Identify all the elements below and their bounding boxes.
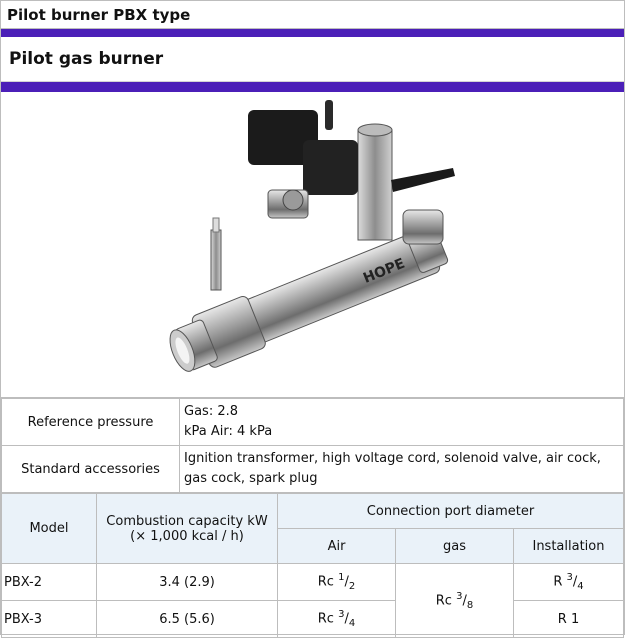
header-installation: Installation — [514, 529, 624, 564]
spec-value-line: kPa Air: 4 kPa — [184, 424, 273, 439]
table-row — [2, 601, 624, 638]
header-capacity-line: (× 1,000 kcal / h) — [130, 528, 244, 544]
table-header-row — [2, 494, 624, 529]
air-cell: Rc $^1/_2$ — [278, 564, 396, 601]
table-row — [2, 564, 624, 601]
product-photo — [1, 92, 624, 398]
header-connection: Connection port diameter — [278, 494, 624, 529]
header-model: Model — [2, 494, 97, 564]
capacity-cell: 6.5 (5.6) — [97, 601, 278, 638]
spec-value — [180, 399, 624, 446]
air-cell: Rc $^3/_4$ — [278, 601, 396, 638]
installation-cell: R $^3/_4$ — [514, 564, 624, 601]
header-gas: gas — [396, 529, 514, 564]
header-capacity-line: Combustion capacity kW — [106, 513, 268, 529]
pilot-burner-illustration — [153, 100, 473, 390]
spec-value — [180, 446, 624, 493]
logo-text: HOPE — [360, 255, 407, 287]
header-capacity — [97, 494, 278, 564]
installation-cell: R 1 — [514, 601, 624, 638]
spec-label: Reference pressure — [2, 399, 180, 446]
gas-cell: Rc $^3/_8$ — [396, 564, 514, 638]
accent-bar — [1, 29, 624, 37]
header-air: Air — [278, 529, 396, 564]
spec-value-line: Gas: 2.8 — [184, 404, 238, 419]
section-title: Pilot gas burner — [1, 37, 624, 82]
spec-table — [1, 398, 624, 493]
accent-bar-lower — [1, 82, 624, 92]
spec-row-reference-pressure — [2, 399, 624, 446]
model-table — [1, 493, 624, 638]
model-cell: PBX-3 — [2, 601, 97, 638]
page-title: Pilot burner PBX type — [1, 1, 624, 29]
spec-label: Standard accessories — [2, 446, 180, 493]
spec-row-standard-accessories — [2, 446, 624, 493]
spec-value-line: Ignition transformer, high voltage cord, solenoid valve, air cock, — [184, 451, 601, 466]
spec-value-line: gas cock, spark plug — [184, 471, 318, 486]
model-cell: PBX-2 — [2, 564, 97, 601]
capacity-cell: 3.4 (2.9) — [97, 564, 278, 601]
